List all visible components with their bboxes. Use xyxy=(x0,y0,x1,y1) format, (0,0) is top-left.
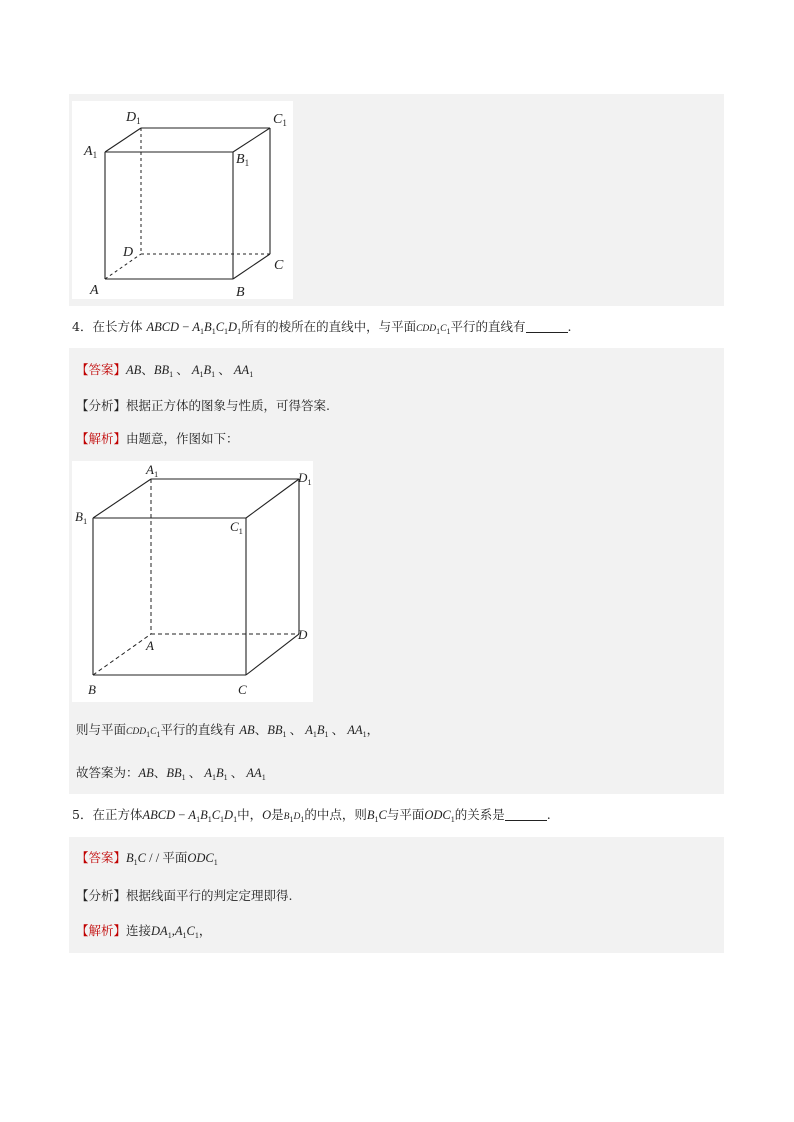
solution-text: 由题意，作图如下： xyxy=(126,431,239,446)
solution-line-5: 【解析】连接$DA_1,A_1C_1$， xyxy=(76,923,212,940)
solution-tag: 【解析】 xyxy=(76,431,127,446)
label-B: B xyxy=(236,285,245,299)
figure-panel-1 xyxy=(69,94,724,306)
question-4: 4．在长方体 ABCD − $A_1B_1C_1D_1$所有的棱所在的直线中，与平面$CDD_1C_1$平行的直线有 . xyxy=(72,319,572,336)
question-text: 在长方体 xyxy=(92,319,143,334)
label-C: C xyxy=(238,682,247,697)
label-D1: $D_1$ xyxy=(126,110,141,126)
label-A: A xyxy=(146,638,154,653)
math-plane: $CDD_1C_1$ xyxy=(416,324,451,336)
math-plane: $CDD_1C_1$ xyxy=(126,727,161,739)
label-A1: $A_1$ xyxy=(84,144,98,160)
analysis-tag: 【分析】 xyxy=(76,398,127,413)
analysis-line-5 xyxy=(76,887,293,905)
answer-line-5 xyxy=(76,849,218,872)
math-o: O xyxy=(262,808,272,822)
conclusion-line-4: 则与平面$CDD_1C_1$平行的直线有 AB、$BB_1$ 、 $A_1B_1$ 、 $AA_1$， xyxy=(76,722,380,739)
solution-text: 连接 xyxy=(126,923,152,938)
answer-values: $B_1C$ / / 平面$ODC_1$ xyxy=(126,851,218,867)
math-b1c: $B_1C$ xyxy=(366,808,387,824)
math-odc: $ODC_1$ xyxy=(424,808,455,824)
answer-values: AB、$BB_1$ 、 $A_1B_1$ 、 $AA_1$ xyxy=(126,363,254,379)
solution-line-4 xyxy=(76,430,239,448)
label-C: C xyxy=(274,258,284,273)
solution-values: $DA_1,A_1C_1$ xyxy=(151,924,199,940)
label-C1: $C_1$ xyxy=(230,519,243,536)
figure-box-2 xyxy=(72,461,313,702)
box-diagram-1 xyxy=(72,101,293,299)
label-C1: $C_1$ xyxy=(273,112,287,128)
conclusion-values: AB、$BB_1$ 、 $A_1B_1$ 、 $AA_1$ xyxy=(239,723,367,739)
answer-tag: 【答案】 xyxy=(76,850,127,865)
final-values: AB、$BB_1$ 、 $A_1B_1$ 、 $AA_1$ xyxy=(138,766,266,782)
cube-diagram-2 xyxy=(72,461,313,702)
answer-blank xyxy=(526,320,568,333)
question-text: 平行的直线有 xyxy=(450,319,526,334)
analysis-text: 根据线面平行的判定定理即得. xyxy=(126,888,293,903)
label-B1: $B_1$ xyxy=(236,152,250,168)
analysis-line-4 xyxy=(76,397,330,415)
label-D1: $D_1$ xyxy=(298,470,312,487)
label-B1: $B_1$ xyxy=(75,509,88,526)
figure-box-1 xyxy=(72,101,293,299)
label-A: A xyxy=(90,283,99,298)
math-body: ABCD − $A_1B_1C_1D_1$ xyxy=(146,320,242,336)
solution-tag: 【解析】 xyxy=(76,923,127,938)
question-number: 5． xyxy=(72,807,93,822)
label-A1: $A_1$ xyxy=(146,462,159,479)
label-D: D xyxy=(123,245,134,260)
answer-line-4 xyxy=(76,361,253,384)
label-D: D xyxy=(298,627,308,642)
question-number: 4． xyxy=(72,319,93,334)
question-5: 5．在正方体ABCD − $A_1B_1C_1D_1$中，O是$B_1D_1$的中点，则$B_1C$与平面$ODC_1$的关系是 . xyxy=(72,807,551,824)
analysis-text: 根据正方体的图象与性质，可得答案. xyxy=(126,398,330,413)
question-text: 所有的棱所在的直线中，与平面 xyxy=(241,319,417,334)
answer-tag: 【答案】 xyxy=(76,362,127,377)
math-bd: $B_1D_1$ xyxy=(283,812,305,824)
analysis-tag: 【分析】 xyxy=(76,888,127,903)
final-answer-line-4: 故答案为：AB、$BB_1$ 、 $A_1B_1$ 、 $AA_1$ xyxy=(76,765,266,782)
label-B: B xyxy=(88,682,96,697)
math-body: ABCD − $A_1B_1C_1D_1$ xyxy=(142,808,238,824)
answer-blank xyxy=(505,808,547,821)
